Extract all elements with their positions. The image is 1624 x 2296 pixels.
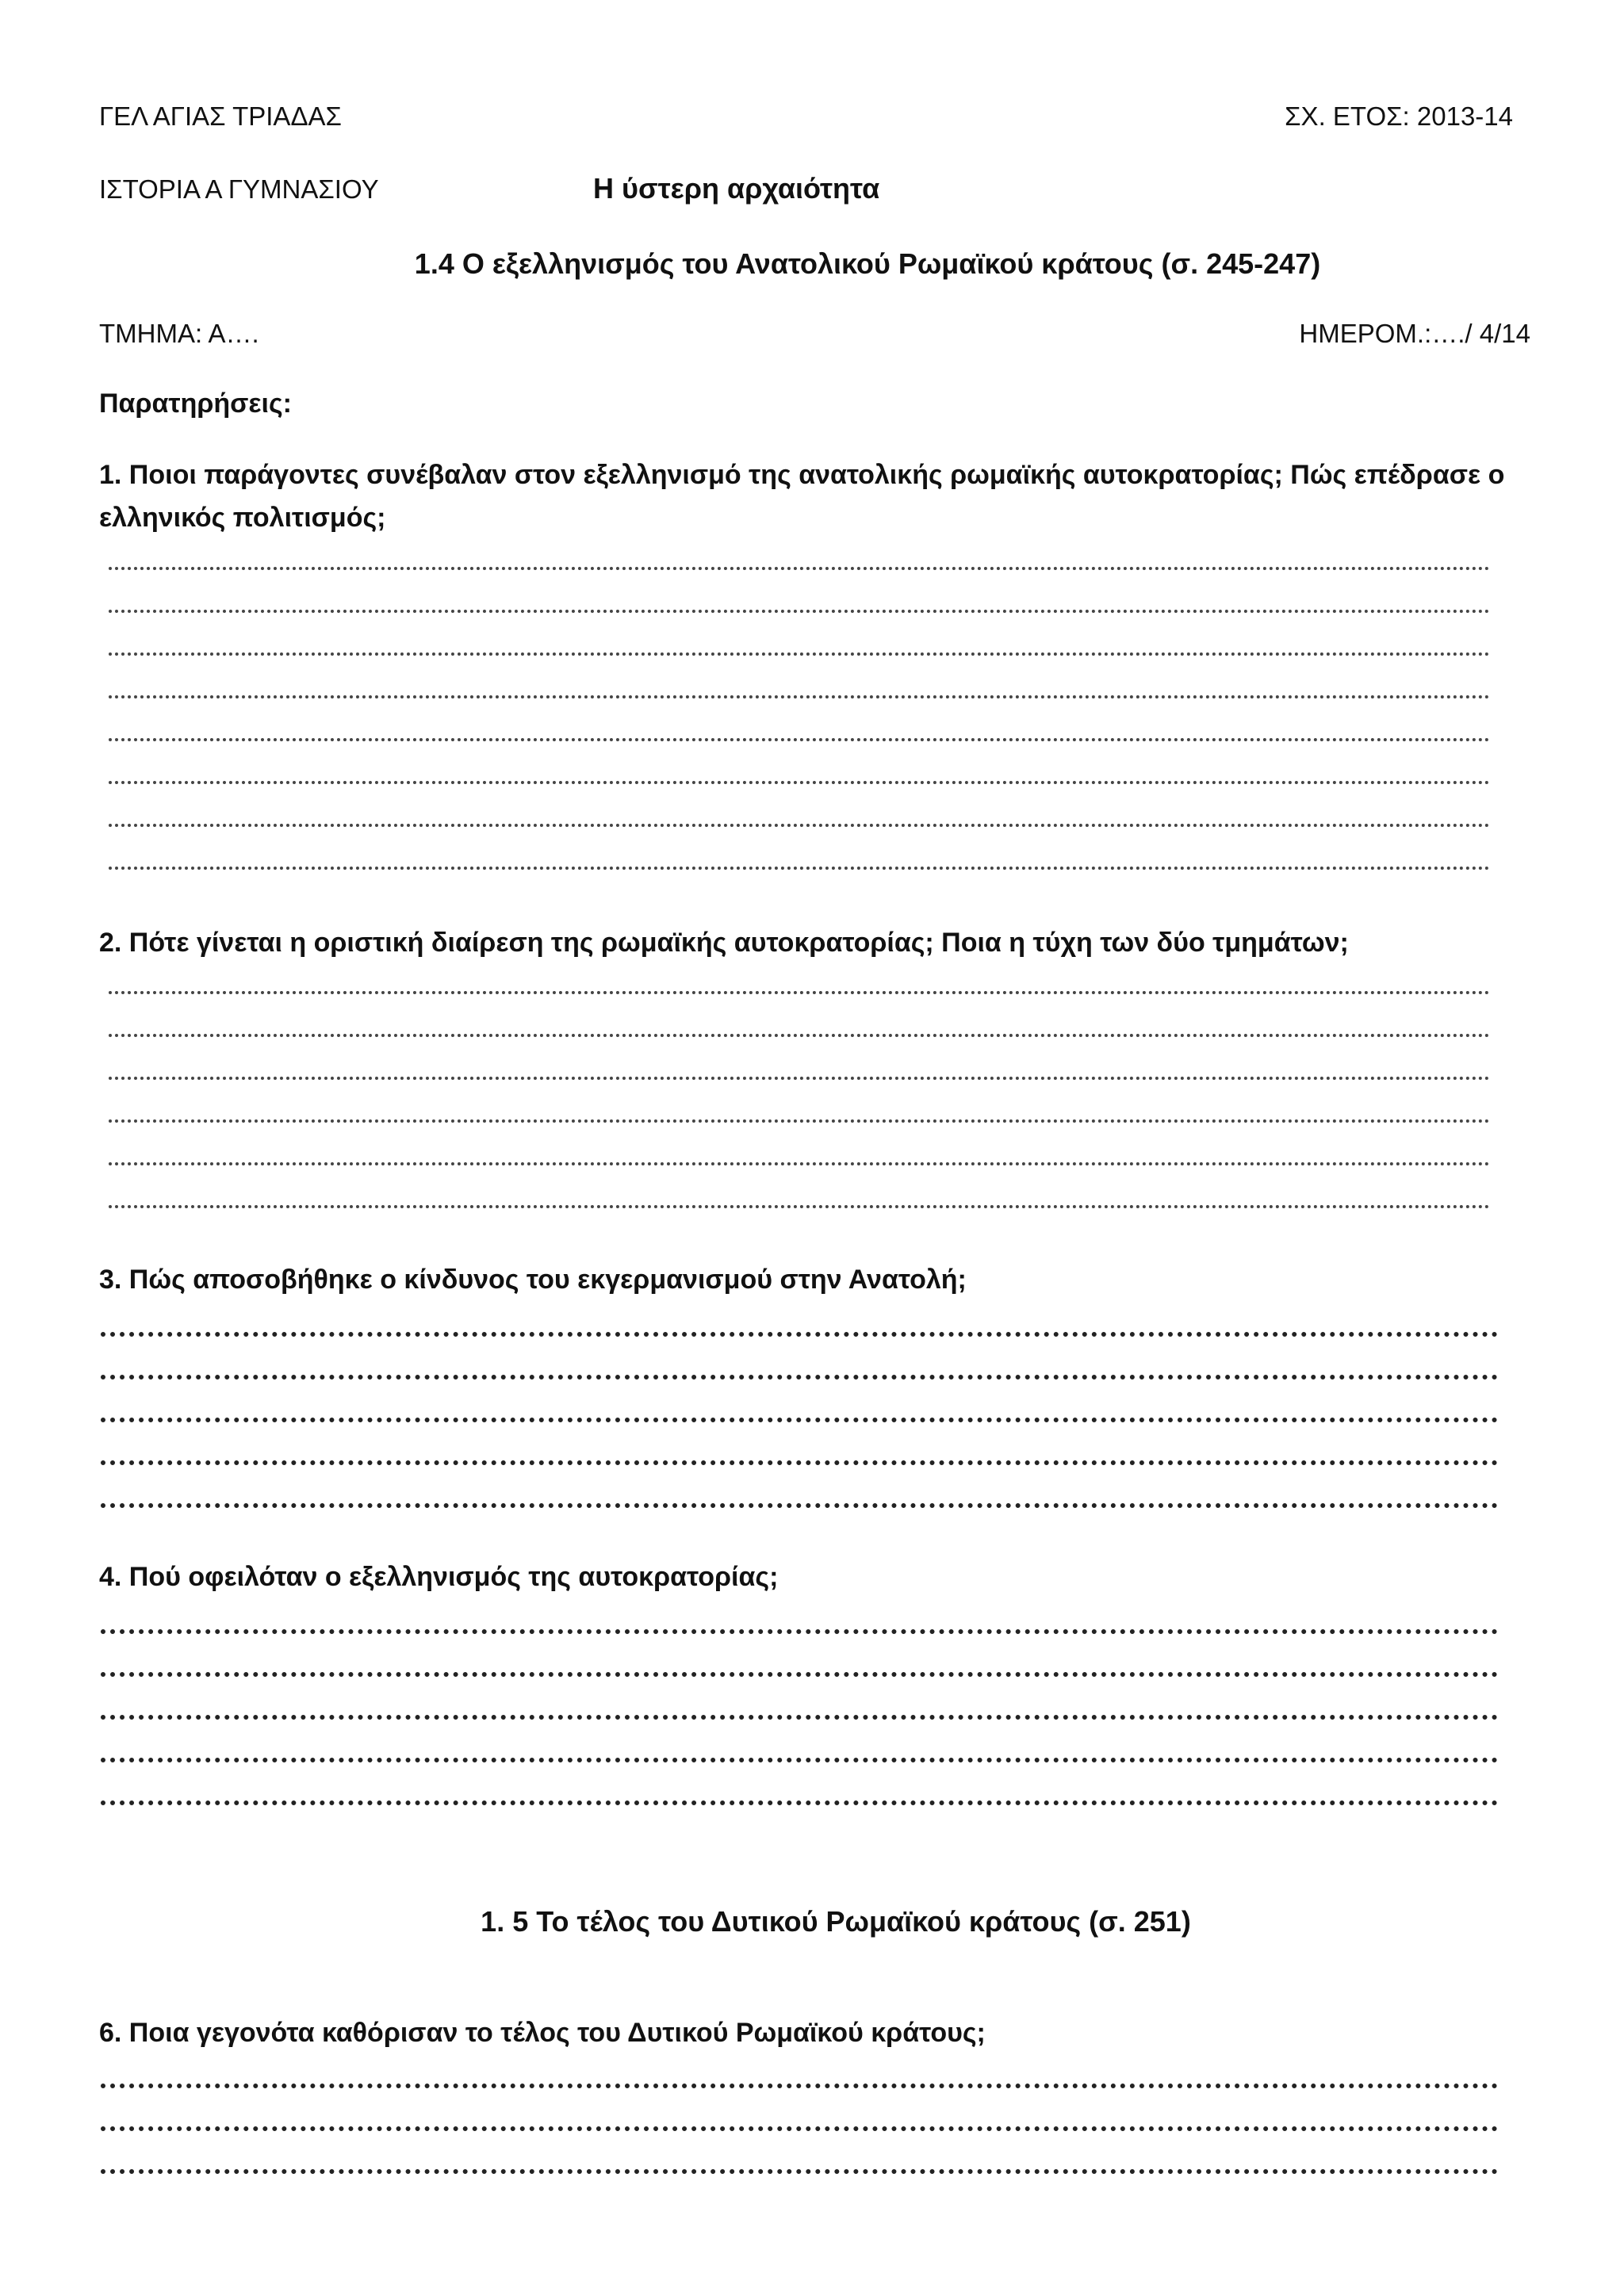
answer-line[interactable] [109, 1034, 1490, 1037]
answer-line[interactable] [101, 2169, 1498, 2174]
school-year: ΣΧ. ΕΤΟΣ: 2013-14 [1285, 101, 1513, 131]
question-1-text: 1. Ποιοι παράγοντες συνέβαλαν στον εξελληνισμό της ανατολικής ρωμαϊκής αυτοκρατορίας; Πώς επέδρασε ο [99, 460, 1505, 490]
answer-line[interactable] [109, 1205, 1490, 1208]
answer-line[interactable] [109, 567, 1490, 570]
answer-line[interactable] [109, 1162, 1490, 1165]
answer-line[interactable] [101, 2126, 1498, 2131]
answer-line[interactable] [101, 1375, 1498, 1380]
answer-line[interactable] [101, 2084, 1498, 2088]
answer-line[interactable] [109, 867, 1490, 870]
answer-line[interactable] [109, 652, 1490, 656]
answer-line[interactable] [101, 1460, 1498, 1465]
class-label: ΤΜΗΜΑ: Α…. [99, 319, 259, 348]
question-1-text-cont: ελληνικός πολιτισμός; [99, 503, 386, 533]
answer-line[interactable] [101, 1629, 1498, 1634]
answer-line[interactable] [101, 1418, 1498, 1422]
answer-line[interactable] [109, 824, 1490, 827]
answer-line[interactable] [101, 1758, 1498, 1762]
section-2-title: 1. 5 Το τέλος του Δυτικού Ρωμαϊκού κράτους (σ. 251) [481, 1905, 1191, 1938]
answer-line[interactable] [101, 1503, 1498, 1508]
notes-label: Παρατηρήσεις: [99, 388, 292, 419]
answer-line[interactable] [101, 1672, 1498, 1677]
answer-line[interactable] [109, 695, 1490, 698]
section-title: 1.4 Ο εξελληνισμός του Ανατολικού Ρωμαϊκού κράτους (σ. 245-247) [414, 247, 1321, 280]
question-3-text: 3. Πώς αποσοβήθηκε ο κίνδυνος του εκγερμανισμού στην Ανατολή; [99, 1265, 967, 1295]
school-name: ΓΕΛ ΑΓΙΑΣ ΤΡΙΑΔΑΣ [99, 101, 342, 131]
answer-line[interactable] [109, 610, 1490, 613]
answer-line[interactable] [101, 1715, 1498, 1720]
answer-line[interactable] [109, 1077, 1490, 1080]
answer-line[interactable] [101, 1800, 1498, 1805]
answer-line[interactable] [101, 1332, 1498, 1337]
question-2-text: 2. Πότε γίνεται η οριστική διαίρεση της ρωμαϊκής αυτοκρατορίας; Ποια η τύχη των δύο τμημάτων; [99, 928, 1349, 958]
date-label: ΗΜΕΡΟΜ.:…./ 4/14 [1299, 319, 1530, 348]
question-6-text: 6. Ποια γεγονότα καθόρισαν το τέλος του Δυτικού Ρωμαϊκού κράτους; [99, 2018, 986, 2048]
question-4-text: 4. Πού οφειλόταν ο εξελληνισμός της αυτοκρατορίας; [99, 1562, 779, 1592]
unit-title: Η ύστερη αρχαιότητα [593, 172, 880, 205]
answer-line[interactable] [109, 738, 1490, 741]
subject-label: ΙΣΤΟΡΙΑ Α ΓΥΜΝΑΣΙΟΥ [99, 174, 379, 204]
answer-line[interactable] [109, 781, 1490, 784]
answer-line[interactable] [109, 991, 1490, 994]
answer-line[interactable] [109, 1119, 1490, 1123]
